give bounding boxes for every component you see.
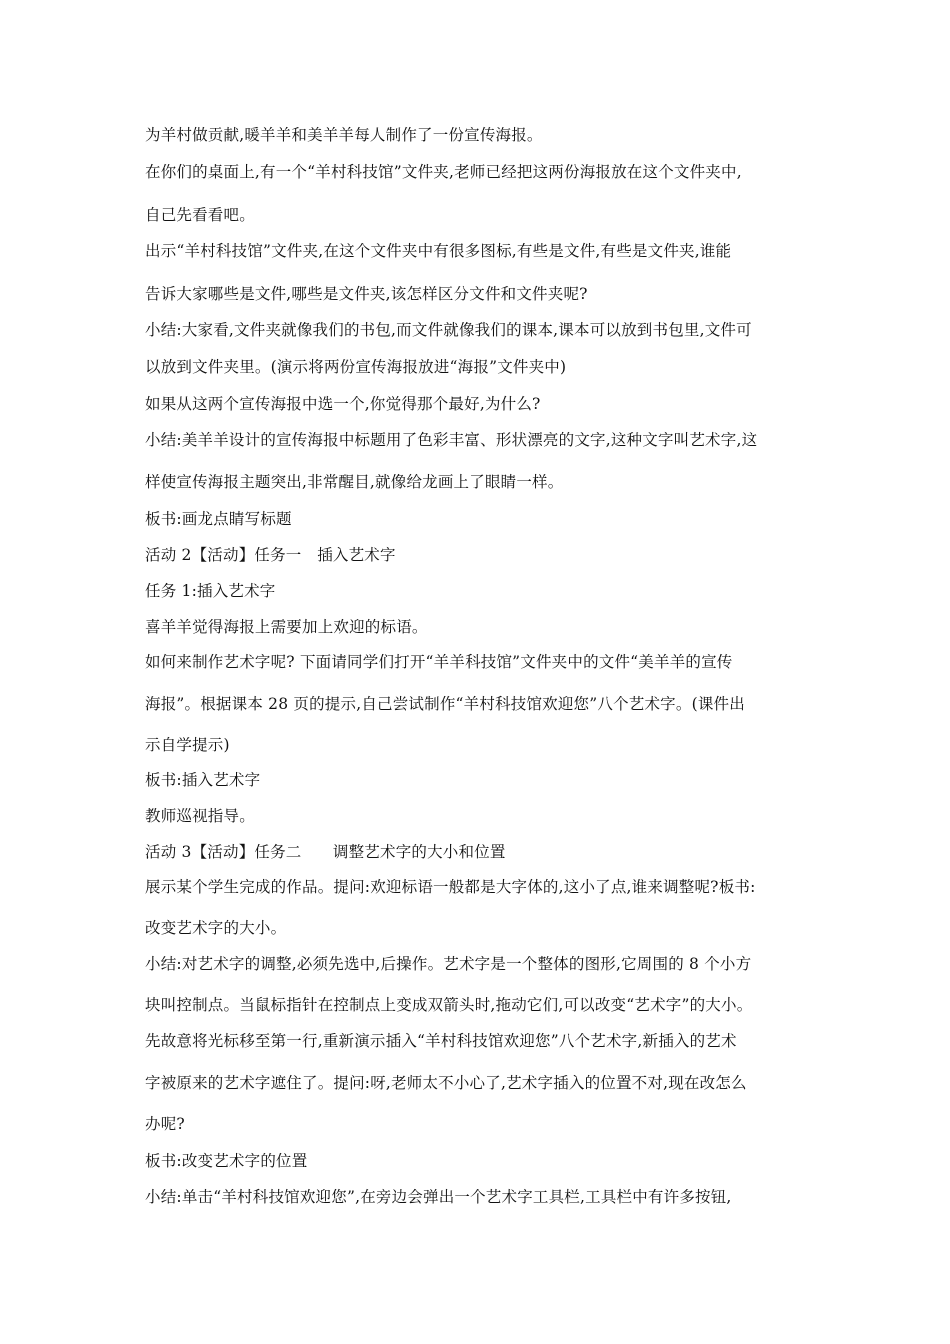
text-line: 先故意将光标移至第一行,重新演示插入“羊村科技馆欢迎您”八个艺术字,新插入的艺术 xyxy=(145,1032,737,1050)
text-line: 海报”。根据课本 28 页的提示,自己尝试制作“羊村科技馆欢迎您”八个艺术字。(课件出 xyxy=(145,695,745,713)
text-line: 小结:大家看,文件夹就像我们的书包,而文件就像我们的课本,课本可以放到书包里,文件可 xyxy=(145,321,752,339)
text-line: 展示某个学生完成的作品。提问:欢迎标语一般都是大字体的,这小了点,谁来调整呢?板书: xyxy=(145,878,756,896)
text-line: 办呢? xyxy=(145,1115,185,1133)
text-line: 如何来制作艺术字呢? 下面请同学们打开“羊羊科技馆”文件夹中的文件“美羊羊的宣传 xyxy=(145,653,733,671)
text-line: 板书:改变艺术字的位置 xyxy=(145,1152,308,1170)
text-line: 如果从这两个宣传海报中选一个,你觉得那个最好,为什么? xyxy=(145,395,541,413)
text-line: 小结:单击“羊村科技馆欢迎您”,在旁边会弹出一个艺术字工具栏,工具栏中有许多按钮, xyxy=(145,1188,732,1206)
text-line: 活动 3【活动】任务二 调整艺术字的大小和位置 xyxy=(145,843,506,861)
text-line: 活动 2【活动】任务一 插入艺术字 xyxy=(145,546,396,564)
text-line: 任务 1:插入艺术字 xyxy=(145,582,276,600)
text-line: 示自学提示) xyxy=(145,736,230,754)
text-line: 板书:插入艺术字 xyxy=(145,771,261,789)
text-line: 喜羊羊觉得海报上需要加上欢迎的标语。 xyxy=(145,618,428,636)
text-line: 改变艺术字的大小。 xyxy=(145,919,287,937)
text-line: 小结:美羊羊设计的宣传海报中标题用了色彩丰富、形状漂亮的文字,这种文字叫艺术字,这 xyxy=(145,431,758,449)
text-line: 出示“羊村科技馆”文件夹,在这个文件夹中有很多图标,有些是文件,有些是文件夹,谁能 xyxy=(145,242,732,260)
text-line: 样使宣传海报主题突出,非常醒目,就像给龙画上了眼睛一样。 xyxy=(145,473,564,491)
text-line: 在你们的桌面上,有一个“羊村科技馆”文件夹,老师已经把这两份海报放在这个文件夹中, xyxy=(145,163,742,181)
text-line: 为羊村做贡献,暖羊羊和美羊羊每人制作了一份宣传海报。 xyxy=(145,126,543,144)
text-line: 告诉大家哪些是文件,哪些是文件夹,该怎样区分文件和文件夹呢? xyxy=(145,285,588,303)
text-line: 字被原来的艺术字遮住了。提问:呀,老师太不小心了,艺术字插入的位置不对,现在改怎么 xyxy=(145,1074,747,1092)
text-line: 小结:对艺术字的调整,必须先选中,后操作。艺术字是一个整体的图形,它周围的 8 个小方 xyxy=(145,955,752,973)
text-line: 教师巡视指导。 xyxy=(145,807,255,825)
text-line: 自己先看看吧。 xyxy=(145,206,255,224)
text-line: 以放到文件夹里。(演示将两份宣传海报放进“海报”文件夹中) xyxy=(145,358,567,376)
text-line: 板书:画龙点睛写标题 xyxy=(145,510,292,528)
text-line: 块叫控制点。当鼠标指针在控制点上变成双箭头时,拖动它们,可以改变“艺术字”的大小。 xyxy=(145,996,753,1014)
